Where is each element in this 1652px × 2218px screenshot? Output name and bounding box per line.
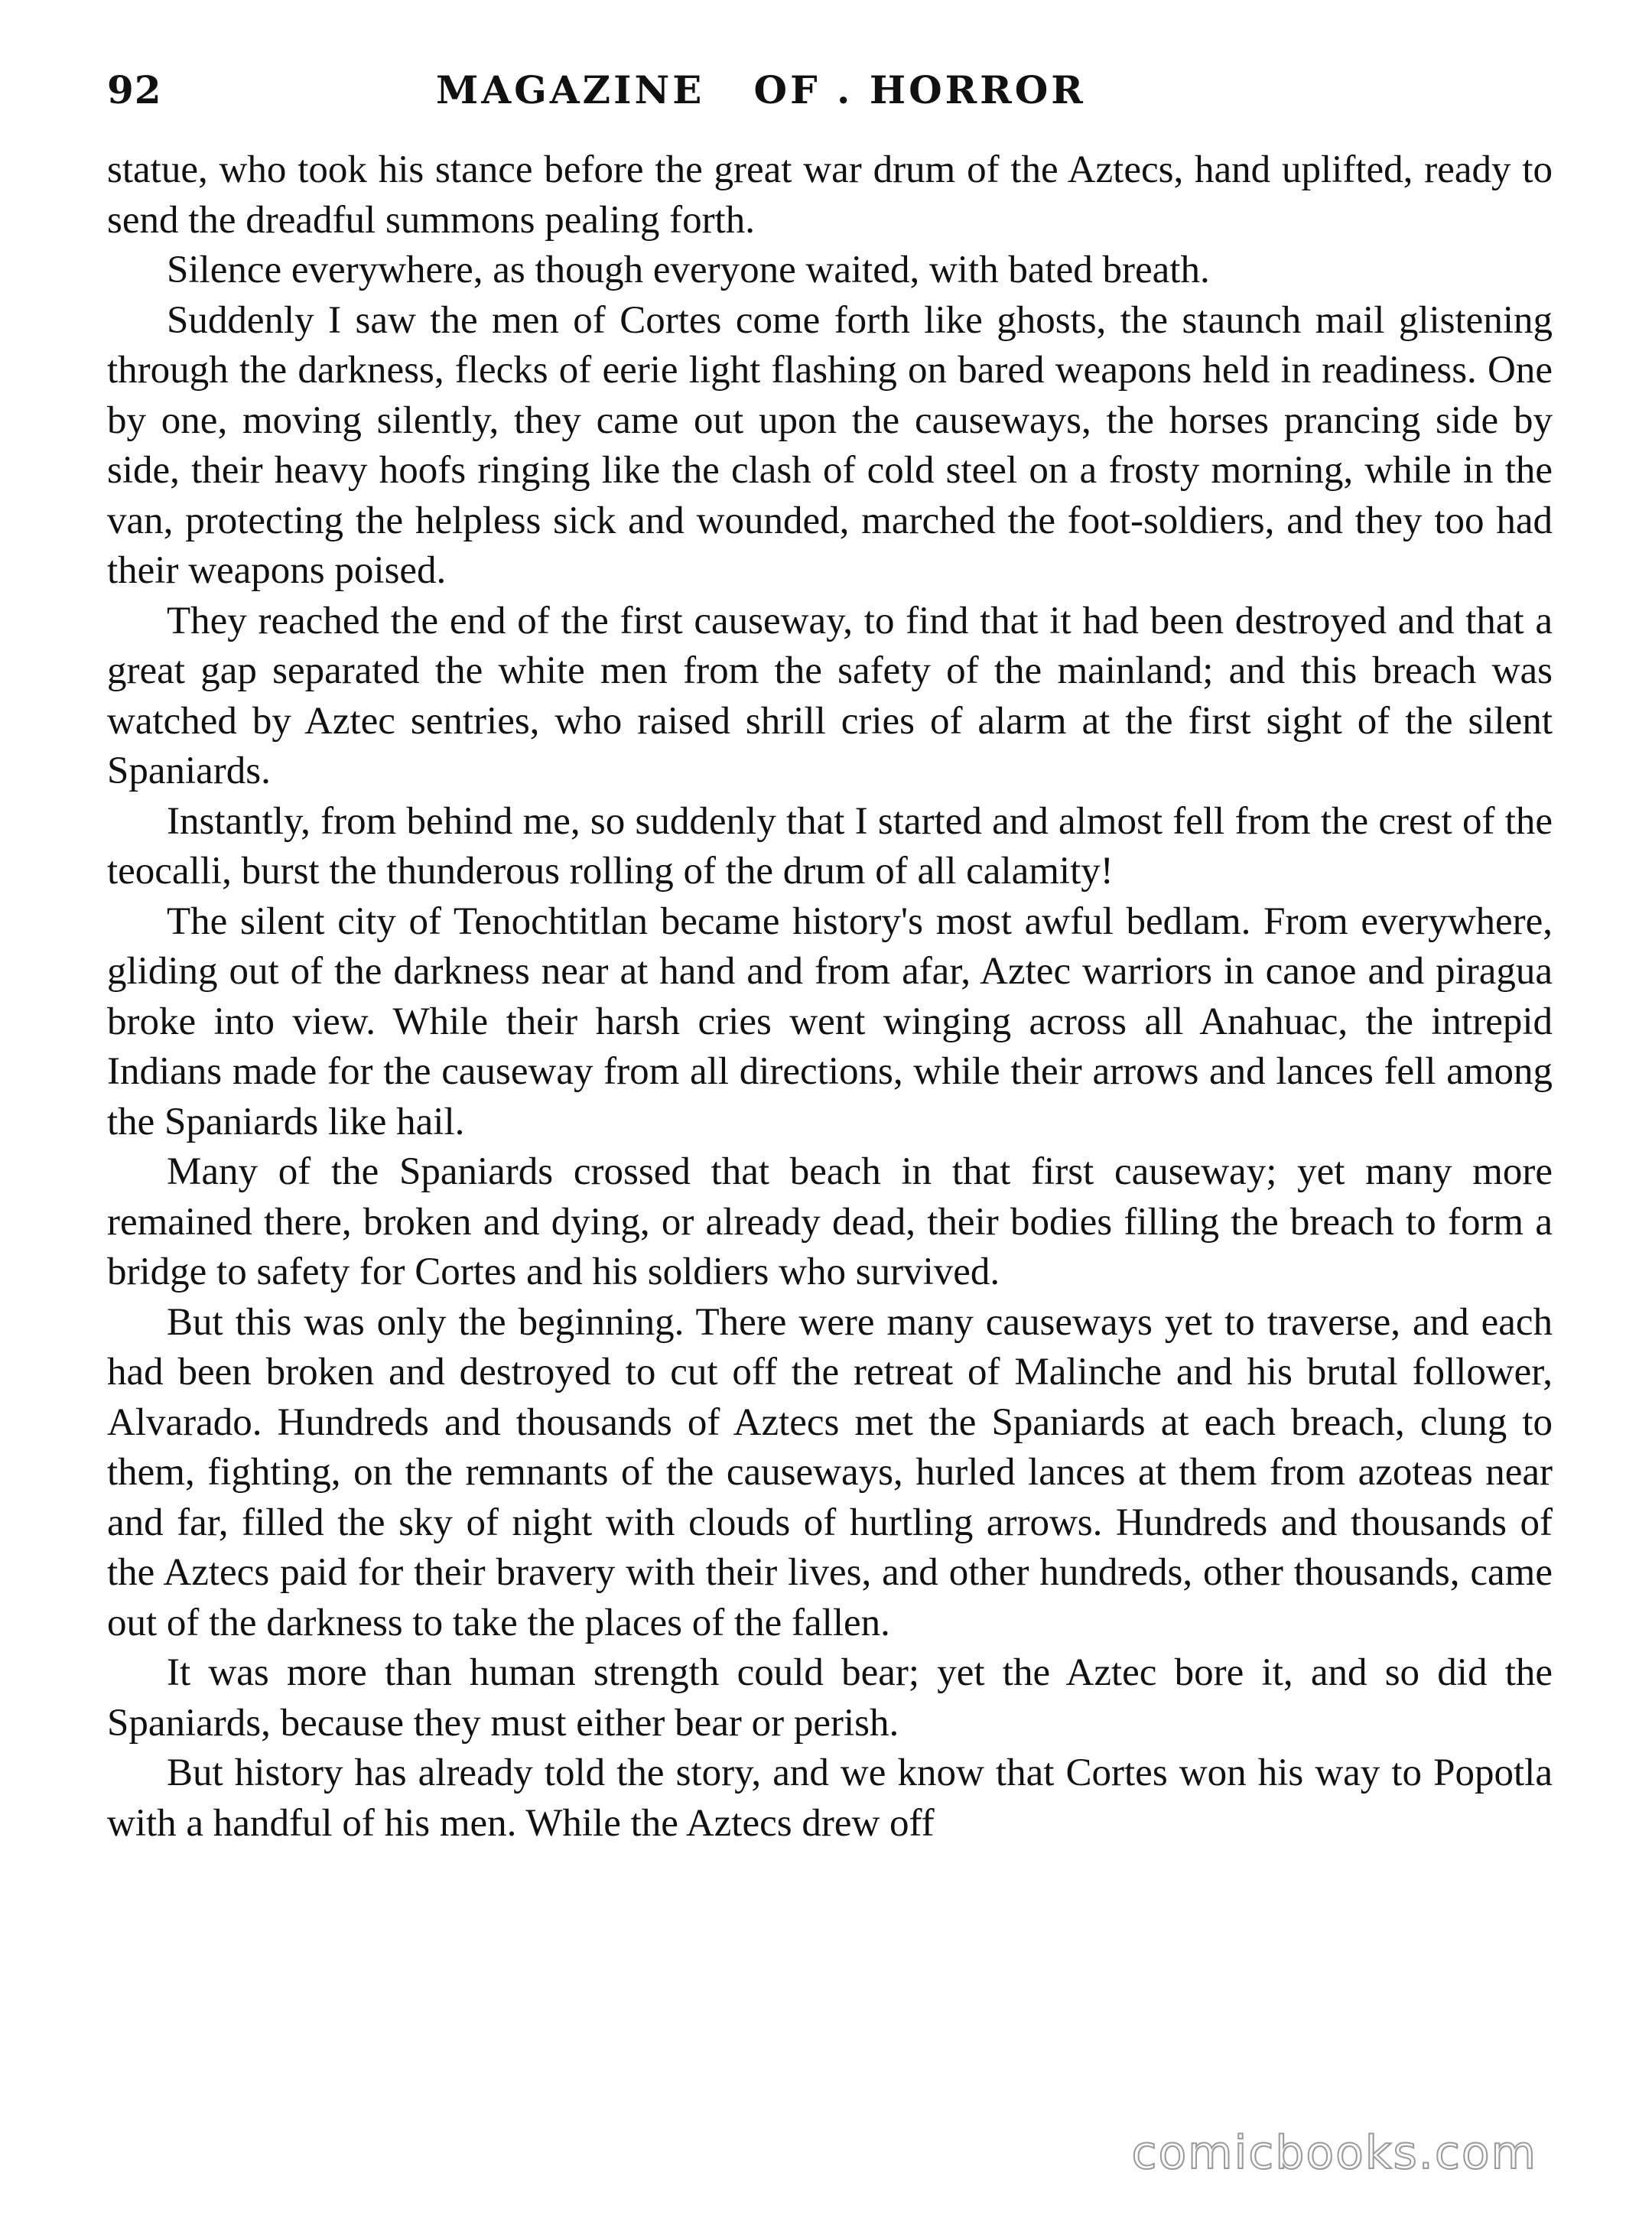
paragraph: Suddenly I saw the men of Cortes come forth like ghosts, the staunch mail glistening through the darkness, flecks of eerie light flashing on bared weapons held in readiness. One by one, moving silently, they came out upon the causeways, the horses prancing side by side, their heavy hoofs ringing like the clash of cold steel on a frosty morning, while in the van, protecting the helpless sick and wounded, marched the foot-soldiers, and they too had their weapons poised.: [107, 298, 1553, 592]
paragraph: But this was only the beginning. There were many causeways yet to traverse, and each had been broken and destroyed to cut off the retreat of Malinche and his brutal follower, Alvarado. Hundreds and thousands of Aztecs met the Spaniards at each breach, clung to them, fighting, on the remnants of the causeways, hurled lances at them from azoteas near and far, filled the sky of night with clouds of hurtling arrows. Hundreds and thousands of the Aztecs paid for their bravery with their lives, and other hundreds, other thousands, came out of the darkness to take the places of the fallen.: [107, 1300, 1553, 1644]
paragraph: Silence everywhere, as though everyone waited, with bated breath.: [167, 249, 1210, 291]
paragraph: They reached the end of the first causeway, to find that it had been destroyed and that a great gap separated the white men from the safety of the mainland; and this breach was watched by Aztec sentries, who raised shrill cries of alarm at the first sight of the silent Spaniards.: [107, 599, 1553, 792]
page-number: 92: [107, 67, 162, 112]
running-title: MAGAZINE OF . HORROR: [436, 67, 1086, 112]
paragraph: statue, who took his stance before the great war drum of the Aztecs, hand uplifted, ready to send the dreadful summons pealing forth.: [107, 148, 1553, 242]
page-header: [107, 67, 1560, 136]
paragraph: But history has already told the story, and we know that Cortes won his way to Popotla with a handful of his men. While the Aztecs drew off: [107, 1751, 1553, 1845]
paragraph: Many of the Spaniards crossed that beach in that first causeway; yet many more remained there, broken and dying, or already dead, their bodies filling the breach to form a bridge to safety for Cortes and his soldiers who survived.: [107, 1150, 1553, 1293]
paragraph: It was more than human strength could bear; yet the Aztec bore it, and so did the Spaniards, because they must either bear or perish.: [107, 1651, 1553, 1745]
watermark: comicbooks.com: [1131, 2126, 1537, 2180]
paragraph: The silent city of Tenochtitlan became history's most awful bedlam. From everywhere, gliding out of the darkness near at hand and from afar, Aztec warriors in canoe and piragua broke into view. While their harsh cries went winging across all Anahuac, the intrepid Indians made for the causeway from all directions, while their arrows and lances fell among the Spaniards like hail.: [107, 899, 1553, 1143]
paragraph: Instantly, from behind me, so suddenly that I started and almost fell from the crest of the teocalli, burst the thunderous rolling of the drum of all calamity!: [107, 799, 1553, 893]
story-text: [107, 145, 1553, 1849]
